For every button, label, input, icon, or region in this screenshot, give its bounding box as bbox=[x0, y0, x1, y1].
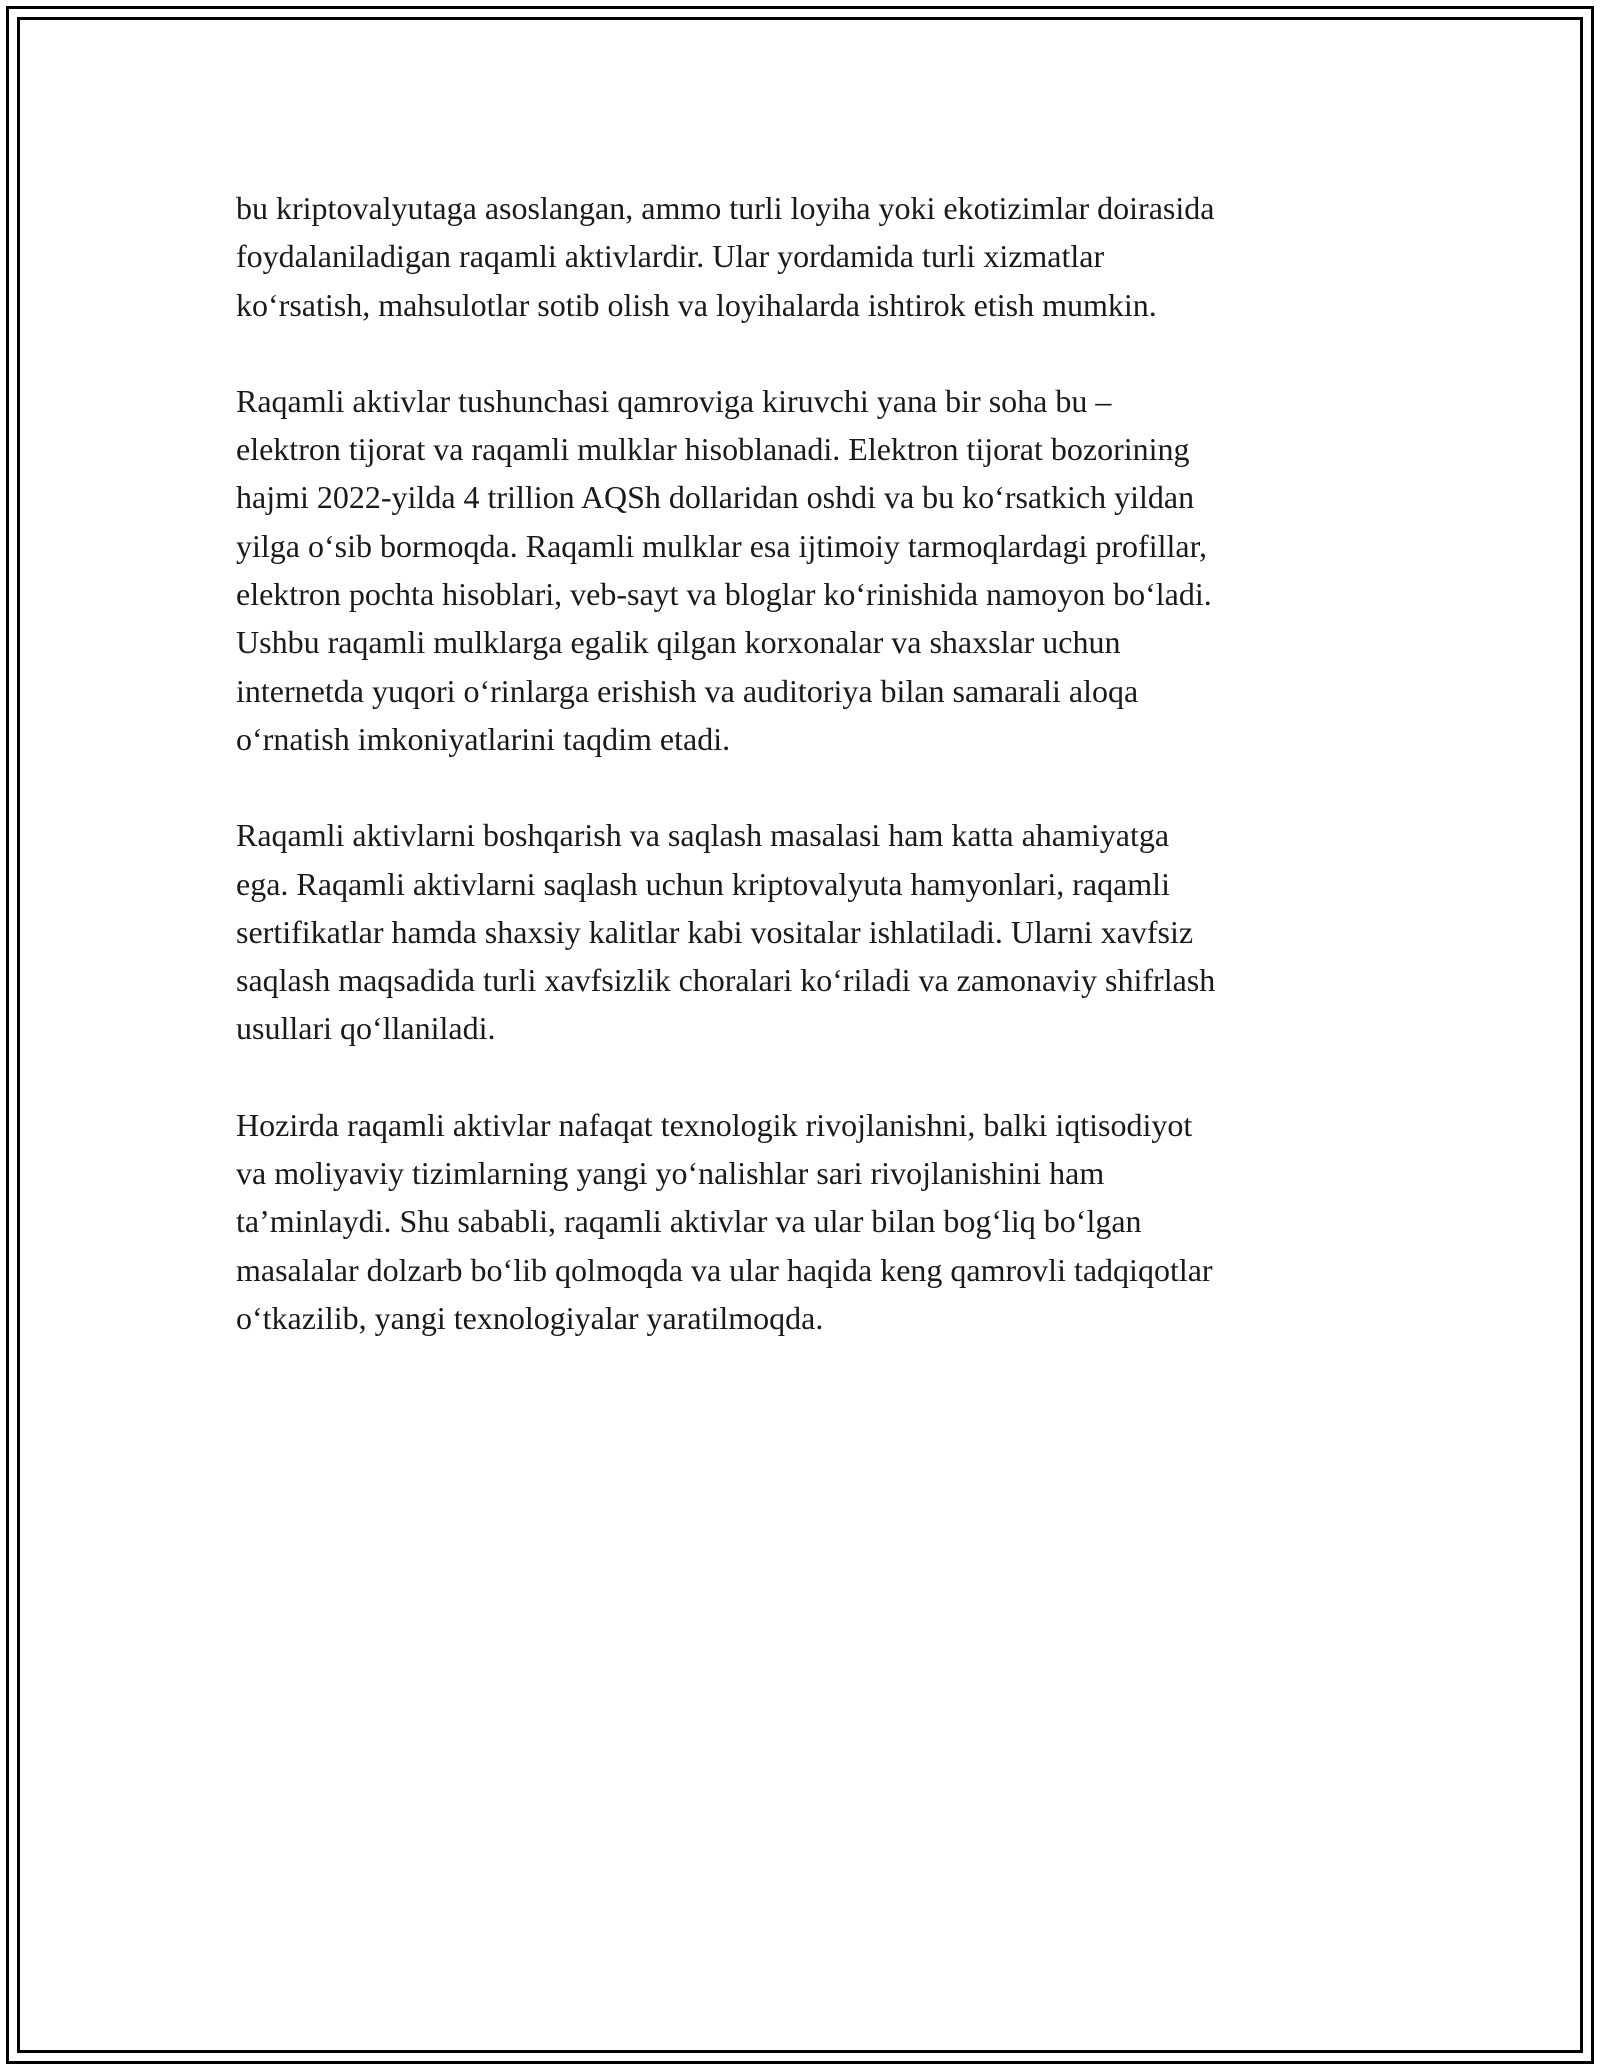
text-line: sertifikatlar hamda shaxsiy kalitlar kabi vositalar ishlatiladi. Ularni xavfsiz bbox=[236, 913, 1194, 950]
text-line: Ushbu raqamli mulklarga egalik qilgan korxonalar va shaxslar uchun bbox=[236, 624, 1121, 661]
text-line: elektron tijorat va raqamli mulklar hisoblanadi. Elektron tijorat bozorining bbox=[236, 431, 1190, 468]
text-line: usullari qo‘llaniladi. bbox=[236, 1010, 496, 1047]
text-line: hajmi 2022-yilda 4 trillion AQSh dollaridan oshdi va bu ko‘rsatkich yildan bbox=[236, 479, 1195, 516]
text-line: yilga o‘sib bormoqda. Raqamli mulklar esa ijtimoiy tarmoqlardagi profillar, bbox=[236, 527, 1207, 564]
text-line: o‘rnatish imkoniyatlarini taqdim etadi. bbox=[236, 720, 731, 757]
text-line: ta’minlaydi. Shu sababli, raqamli aktivlar va ular bilan bog‘liq bo‘lgan bbox=[236, 1203, 1142, 1240]
text-line: va moliyaviy tizimlarning yangi yo‘nalishlar sari rivojlanishini ham bbox=[236, 1155, 1105, 1192]
text-line: bu kriptovalyutaga asoslangan, ammo turli loyiha yoki ekotizimlar doirasida bbox=[236, 190, 1215, 226]
document-body bbox=[236, 184, 1386, 1390]
text-line: o‘tkazilib, yangi texnologiyalar yaratilmoqda. bbox=[236, 1299, 824, 1336]
text-line: Raqamli aktivlar tushunchasi qamroviga kiruvchi yana bir soha bu – bbox=[236, 382, 1112, 419]
text-line: elektron pochta hisoblari, veb-sayt va bloglar ko‘rinishida namoyon bo‘ladi. bbox=[236, 576, 1212, 613]
text-line: internetda yuqori o‘rinlarga erishish va auditoriya bilan samarali aloqa bbox=[236, 672, 1139, 709]
text-line: Hozirda raqamli aktivlar nafaqat texnologik rivojlanishni, balki iqtisodiyot bbox=[236, 1106, 1193, 1143]
paragraph-1 bbox=[236, 184, 1386, 329]
text-line: ega. Raqamli aktivlarni saqlash uchun kriptovalyuta hamyonlari, raqamli bbox=[236, 865, 1170, 902]
text-line: saqlash maqsadida turli xavfsizlik choralari ko‘riladi va zamonaviy shifrlash bbox=[236, 962, 1216, 999]
text-line: ko‘rsatish, mahsulotlar sotib olish va loyihalarda ishtirok etish mumkin. bbox=[236, 286, 1157, 323]
text-line: masalalar dolzarb bo‘lib qolmoqda va ular haqida keng qamrovli tadqiqotlar bbox=[236, 1251, 1213, 1288]
text-line: Raqamli aktivlarni boshqarish va saqlash masalasi ham katta ahamiyatga bbox=[236, 817, 1170, 854]
text-line: foydalaniladigan raqamli aktivlardir. Ular yordamida turli xizmatlar bbox=[236, 238, 1105, 275]
paragraph-2 bbox=[236, 377, 1386, 763]
paragraph-4 bbox=[236, 1101, 1386, 1342]
paragraph-3 bbox=[236, 811, 1386, 1052]
